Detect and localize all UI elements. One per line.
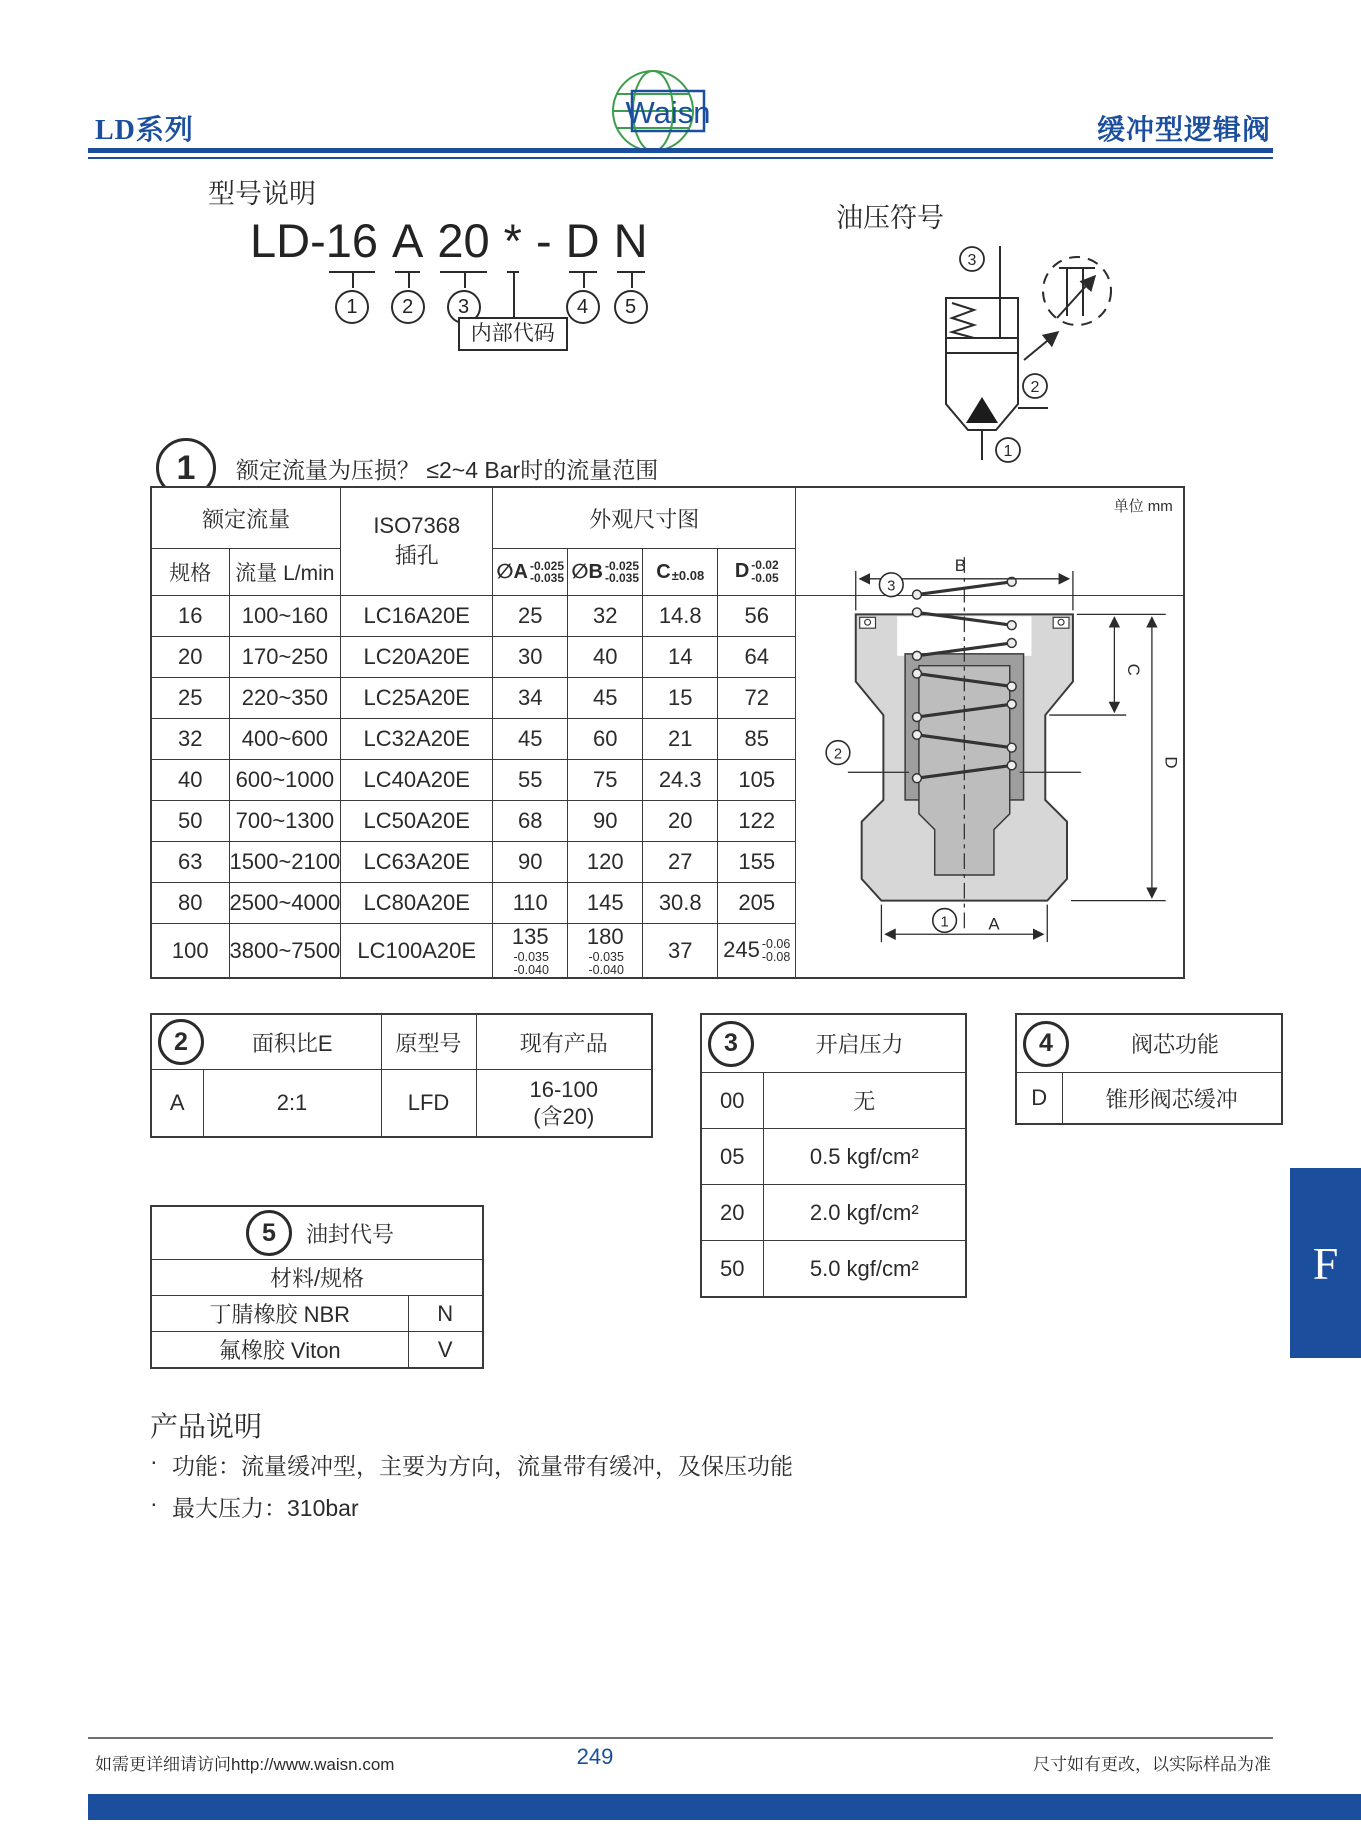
svg-text:1: 1 bbox=[940, 914, 949, 931]
cell: LC50A20E bbox=[341, 801, 493, 842]
table-row bbox=[701, 1073, 966, 1129]
cell: 55 bbox=[493, 760, 568, 801]
cell: 85 bbox=[718, 719, 796, 760]
cell: 155 bbox=[718, 842, 796, 883]
col-header-flow: 流量 L/min bbox=[229, 549, 341, 596]
cell: LC20A20E bbox=[341, 637, 493, 678]
proto-header: 原型号 bbox=[381, 1014, 476, 1070]
model-code-token: * 内部代码 bbox=[504, 214, 522, 268]
cell: 锥形阀芯缓冲 bbox=[1062, 1073, 1282, 1125]
model-marker: 1 bbox=[335, 290, 369, 324]
symbol-port-1 bbox=[996, 438, 1020, 462]
area-ratio-table bbox=[150, 1013, 653, 1138]
cell: LC32A20E bbox=[341, 719, 493, 760]
cell: 34 bbox=[493, 678, 568, 719]
model-code-token: LD- bbox=[250, 214, 326, 267]
cell: 220~350 bbox=[229, 678, 341, 719]
cell: 27 bbox=[643, 842, 718, 883]
footer-bar bbox=[88, 1794, 1361, 1820]
svg-text:C: C bbox=[1124, 663, 1144, 676]
series-title: LD系列 bbox=[95, 115, 194, 146]
cell: 72 bbox=[718, 678, 796, 719]
section-3-header: 3 开启压力 bbox=[701, 1014, 966, 1073]
cell: 14.8 bbox=[643, 596, 718, 637]
cell: D bbox=[1016, 1073, 1062, 1125]
hydraulic-symbol-diagram bbox=[888, 232, 1120, 474]
opening-pressure-table bbox=[700, 1013, 967, 1298]
model-marker: 2 bbox=[391, 290, 425, 324]
symbol-port-2 bbox=[1023, 374, 1047, 398]
svg-text:B: B bbox=[955, 555, 967, 575]
cell: 37 bbox=[643, 924, 718, 979]
footer-rule bbox=[88, 1737, 1273, 1739]
table-row bbox=[701, 1185, 966, 1241]
model-code-row bbox=[250, 214, 648, 345]
section-5-marker: 5 bbox=[246, 1210, 292, 1256]
model-section-title: 型号说明 bbox=[208, 179, 316, 209]
model-code-token: D 4 bbox=[566, 214, 600, 268]
spool-function-table bbox=[1015, 1013, 1283, 1125]
col-header-d: D -0.02 -0.05 bbox=[718, 549, 796, 596]
cell: 180 -0.035 -0.040 bbox=[568, 924, 643, 979]
valve-cross-section-drawing bbox=[796, 488, 1184, 950]
cell: 2.0 kgf/cm² bbox=[763, 1185, 966, 1241]
symbol-section-title: 油压符号 bbox=[836, 203, 944, 233]
cell: 05 bbox=[701, 1129, 763, 1185]
description-title: 产品说明 bbox=[150, 1411, 263, 1442]
product-header: 现有产品 bbox=[476, 1014, 652, 1070]
footer-website-link[interactable]: 如需更详细请访问http://www.waisn.com bbox=[95, 1755, 395, 1774]
svg-text:Waisn: Waisn bbox=[625, 95, 711, 130]
description-list bbox=[150, 1448, 793, 1532]
footer-disclaimer: 尺寸如有更改，以实际样品为准 bbox=[1033, 1755, 1271, 1774]
table-row bbox=[151, 1296, 483, 1332]
cell: 20 bbox=[151, 637, 229, 678]
cell: N bbox=[408, 1296, 483, 1332]
model-code-token: 16 1 bbox=[326, 214, 378, 268]
cell: 50 bbox=[151, 801, 229, 842]
cell: 2:1 bbox=[203, 1070, 381, 1138]
header-rule-thick bbox=[88, 148, 1273, 153]
svg-text:3: 3 bbox=[967, 252, 977, 269]
description-bullet: · 最大压力：310bar bbox=[150, 1490, 359, 1521]
cell: 50 bbox=[701, 1241, 763, 1298]
cell: 110 bbox=[493, 883, 568, 924]
cell: 40 bbox=[568, 637, 643, 678]
page-product-title: 缓冲型逻辑阀 bbox=[1096, 115, 1271, 146]
cell: 2500~4000 bbox=[229, 883, 341, 924]
cell: 30 bbox=[493, 637, 568, 678]
cell: 600~1000 bbox=[229, 760, 341, 801]
cell: 氟橡胶 Viton bbox=[151, 1332, 408, 1369]
cell: 45 bbox=[568, 678, 643, 719]
cell: 32 bbox=[568, 596, 643, 637]
col-header-c: C±0.08 bbox=[643, 549, 718, 596]
table-row bbox=[151, 1070, 652, 1138]
symbol-port-3 bbox=[960, 247, 984, 271]
table-row bbox=[151, 1332, 483, 1369]
drawing-port-2 bbox=[826, 741, 850, 765]
cell: 63 bbox=[151, 842, 229, 883]
section-5-header: 5 油封代号 bbox=[151, 1206, 483, 1260]
cell: LFD bbox=[381, 1070, 476, 1138]
cell: 400~600 bbox=[229, 719, 341, 760]
cell: 90 bbox=[568, 801, 643, 842]
drawing-port-1 bbox=[933, 909, 957, 933]
cell: 170~250 bbox=[229, 637, 341, 678]
page-number: 249 bbox=[576, 1744, 614, 1769]
cell: 16 bbox=[151, 596, 229, 637]
side-tab-f: F bbox=[1290, 1168, 1361, 1358]
internal-code-box: 内部代码 bbox=[458, 317, 568, 351]
model-code-token: 20 3 bbox=[437, 214, 489, 268]
section-1-marker: 1 bbox=[156, 438, 216, 498]
waisn-logo-icon bbox=[605, 66, 711, 158]
cell: V bbox=[408, 1332, 483, 1369]
table-row bbox=[151, 1260, 483, 1296]
section-4-marker: 4 bbox=[1023, 1021, 1069, 1067]
dimension-drawing-cell bbox=[796, 487, 1184, 934]
cell: 60 bbox=[568, 719, 643, 760]
cell: 45 bbox=[493, 719, 568, 760]
cell: A bbox=[151, 1070, 203, 1138]
model-code-token: A 2 bbox=[392, 214, 423, 268]
cell: 14 bbox=[643, 637, 718, 678]
table-row bbox=[701, 1129, 966, 1185]
cell: 105 bbox=[718, 760, 796, 801]
unit-note: 单位 mm bbox=[1113, 498, 1173, 515]
col-header-dia-a: ∅A -0.025 -0.035 bbox=[493, 549, 568, 596]
cell: LC40A20E bbox=[341, 760, 493, 801]
cell: 122 bbox=[718, 801, 796, 842]
cell: 64 bbox=[718, 637, 796, 678]
cell: 245 -0.06 -0.08 bbox=[718, 924, 796, 979]
cell: 56 bbox=[718, 596, 796, 637]
cell: 100~160 bbox=[229, 596, 341, 637]
cell: 75 bbox=[568, 760, 643, 801]
svg-text:3: 3 bbox=[887, 578, 896, 595]
section-2-header: 2 面积比E bbox=[151, 1014, 381, 1070]
cell: 无 bbox=[763, 1073, 966, 1129]
section-2-marker: 2 bbox=[158, 1019, 204, 1065]
svg-text:2: 2 bbox=[834, 746, 843, 763]
cell: 20 bbox=[643, 801, 718, 842]
cell: LC63A20E bbox=[341, 842, 493, 883]
col-header-spec: 规格 bbox=[151, 549, 229, 596]
svg-text:D: D bbox=[1161, 756, 1181, 769]
cell: 21 bbox=[643, 719, 718, 760]
cell: 00 bbox=[701, 1073, 763, 1129]
cell: 5.0 kgf/cm² bbox=[763, 1241, 966, 1298]
cell: LC25A20E bbox=[341, 678, 493, 719]
cell: 25 bbox=[151, 678, 229, 719]
cell: 3800~7500 bbox=[229, 924, 341, 979]
table-row bbox=[1016, 1073, 1282, 1125]
col-group-dimensions: 外观尺寸图 bbox=[493, 487, 796, 549]
cell: 205 bbox=[718, 883, 796, 924]
cell: 700~1300 bbox=[229, 801, 341, 842]
cell: 145 bbox=[568, 883, 643, 924]
table-row bbox=[701, 1241, 966, 1298]
cell: 32 bbox=[151, 719, 229, 760]
cell: 68 bbox=[493, 801, 568, 842]
cell: 24.3 bbox=[643, 760, 718, 801]
description-bullet: · 功能：流量缓冲型，主要为方向，流量带有缓冲，及保压功能 bbox=[150, 1448, 793, 1479]
flow-table bbox=[150, 486, 1185, 979]
cell: 30.8 bbox=[643, 883, 718, 924]
cell: 135 -0.035 -0.040 bbox=[493, 924, 568, 979]
cell: 15 bbox=[643, 678, 718, 719]
cell: 0.5 kgf/cm² bbox=[763, 1129, 966, 1185]
cell: 20 bbox=[701, 1185, 763, 1241]
cell: 120 bbox=[568, 842, 643, 883]
cell: LC16A20E bbox=[341, 596, 493, 637]
cell: 25 bbox=[493, 596, 568, 637]
cell: 丁腈橡胶 NBR bbox=[151, 1296, 408, 1332]
cell: 1500~2100 bbox=[229, 842, 341, 883]
model-marker: 3 bbox=[447, 290, 481, 324]
seal-code-table bbox=[150, 1205, 484, 1369]
cell: 80 bbox=[151, 883, 229, 924]
svg-text:2: 2 bbox=[1030, 379, 1040, 396]
cell: 90 bbox=[493, 842, 568, 883]
model-marker: 5 bbox=[614, 290, 648, 324]
section-4-header: 4 阀芯功能 bbox=[1016, 1014, 1282, 1073]
cell: LC80A20E bbox=[341, 883, 493, 924]
section-1-title: 额定流量为压损？ ≤2~4 Bar时的流量范围 bbox=[236, 456, 659, 483]
header-rule-thin bbox=[88, 157, 1273, 159]
svg-text:1: 1 bbox=[1003, 443, 1013, 460]
drawing-port-3 bbox=[880, 573, 904, 597]
col-group-rated-flow: 额定流量 bbox=[151, 487, 341, 549]
cell: LC100A20E bbox=[341, 924, 493, 979]
section-3-marker: 3 bbox=[708, 1021, 754, 1067]
model-code-token: - bbox=[535, 214, 552, 267]
model-marker: 4 bbox=[566, 290, 600, 324]
col-group-iso: ISO7368 插孔 bbox=[341, 487, 493, 596]
svg-text:A: A bbox=[988, 914, 1000, 934]
seal-subheader: 材料/规格 bbox=[151, 1260, 483, 1296]
cell: 40 bbox=[151, 760, 229, 801]
cell: 16-100 (含20) bbox=[476, 1070, 652, 1138]
model-code-token: N 5 bbox=[614, 214, 648, 268]
col-header-dia-b: ∅B -0.025 -0.035 bbox=[568, 549, 643, 596]
cell: 100 bbox=[151, 924, 229, 979]
